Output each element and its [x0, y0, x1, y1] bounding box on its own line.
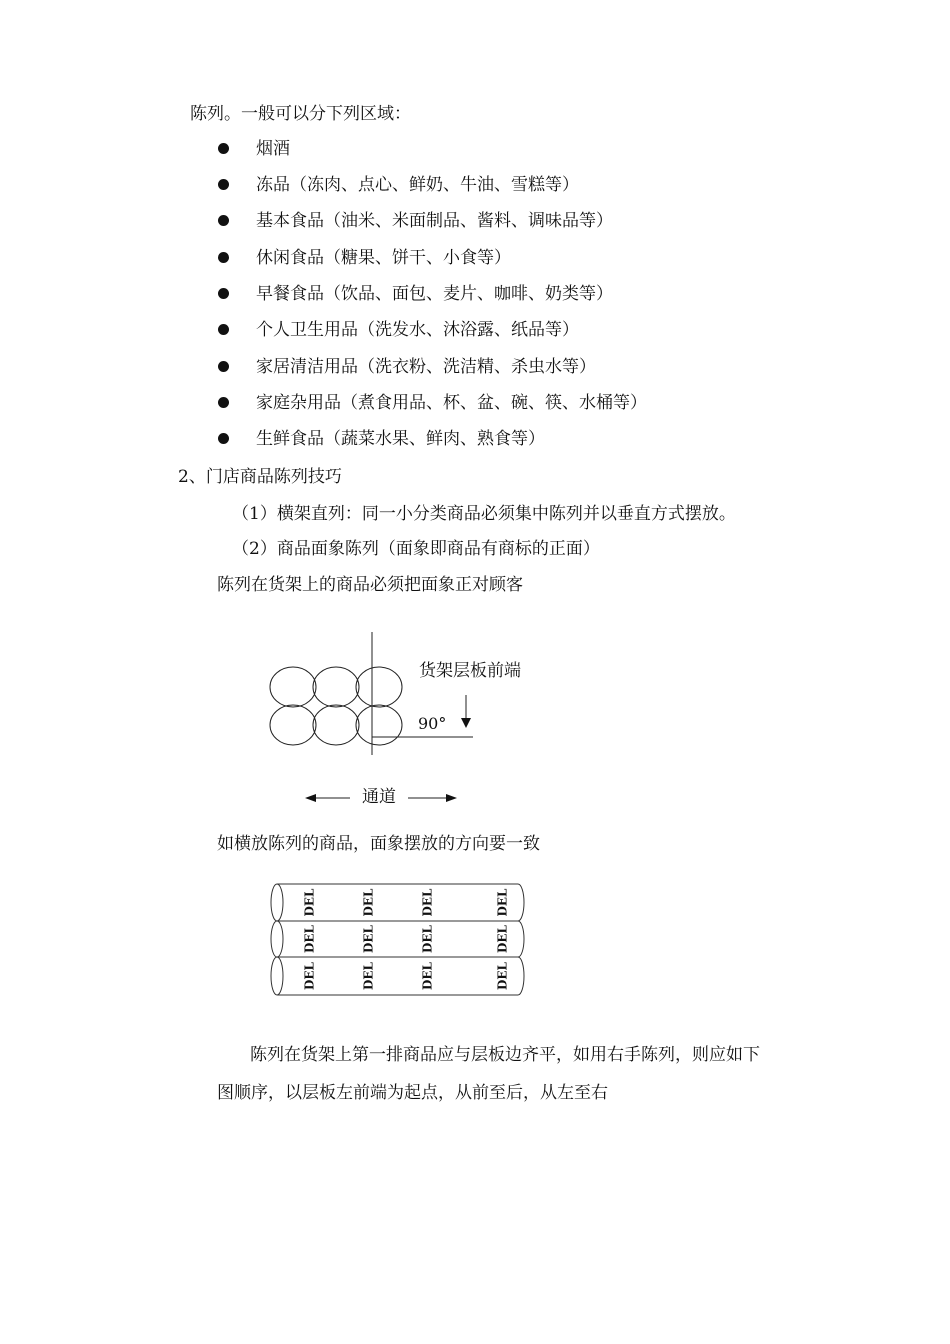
cylinder-end-right: [518, 957, 524, 995]
del-label: DEL: [302, 925, 317, 953]
shelf-front-label: 货架层板前端: [419, 661, 521, 681]
technique-item-2: （2）商品面象陈列（面象即商品有商标的正面）: [232, 539, 600, 559]
del-label: DEL: [361, 962, 376, 990]
del-label: DEL: [302, 962, 317, 990]
del-label: DEL: [361, 925, 376, 953]
del-label: DEL: [495, 888, 510, 917]
face-out-note: 陈列在货架上的商品必须把面象正对顾客: [217, 575, 523, 595]
cylinder-end-right: [518, 884, 524, 921]
horizontal-display-note: 如横放陈列的商品，面象摆放的方向要一致: [217, 834, 540, 854]
del-label: DEL: [420, 925, 435, 953]
del-label: DEL: [361, 888, 376, 917]
paragraph-line-2: 图顺序，以层板左前端为起点，从前至后，从左至右: [217, 1083, 608, 1103]
del-label: DEL: [495, 962, 510, 990]
cylinder-end-left: [271, 884, 283, 921]
del-label: DEL: [495, 925, 510, 953]
cylinder-end-left: [271, 921, 283, 957]
intro-text: 陈列。一般可以分下列区域：: [190, 104, 411, 124]
section-heading: 2、门店商品陈列技巧: [178, 467, 342, 487]
aisle-label: 通道: [362, 787, 396, 807]
technique-item-1: （1）横架直列：同一小分类商品必须集中陈列并以垂直方式摆放。: [232, 504, 736, 524]
cylinder-end-right: [518, 921, 524, 957]
del-label: DEL: [420, 962, 435, 990]
paragraph-line-1: 陈列在货架上第一排商品应与层板边齐平，如用右手陈列，则应如下: [250, 1045, 760, 1065]
del-label: DEL: [302, 888, 317, 917]
del-label: DEL: [420, 888, 435, 917]
angle-label: 90°: [418, 714, 447, 733]
cylinder-end-left: [271, 957, 283, 995]
